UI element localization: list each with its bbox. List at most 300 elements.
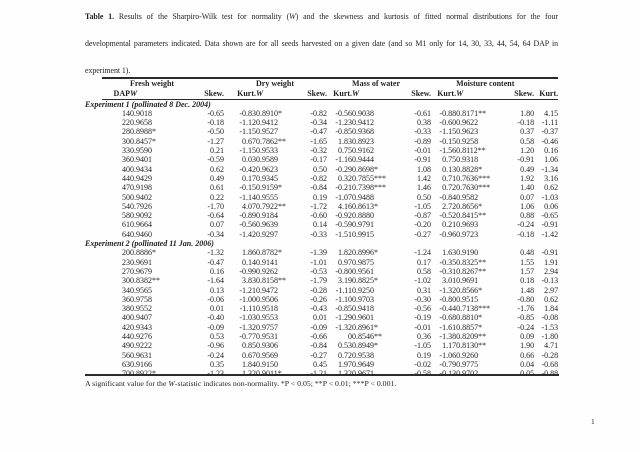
value-cell: -0.65 [207,108,224,118]
value-cell: 0.13 [442,164,457,174]
table-body [85,99,559,378]
value-cell: 0.9622 [456,118,479,128]
table-row [102,276,558,285]
value-cell: 1.84 [242,359,257,369]
value-cell: 0.9693 [456,220,479,230]
value-cell: 0.75 [442,155,457,165]
value-cell: 0.07 [210,220,224,230]
value-cell: 0.9875 [352,257,375,267]
value-cell: 0.9691 [130,257,152,267]
value-cell: -0.02 [414,359,432,369]
value-cell: 0.01 [313,313,328,323]
value-cell: -0.27 [414,229,432,239]
value-cell: 0.9757 [256,322,279,332]
value-cell: 0.14 [242,257,257,267]
column-header-row [102,89,558,100]
value-cell: 0.9429 [130,173,152,183]
value-cell: -0.18 [517,118,535,128]
dap-cell: 36 [122,155,130,165]
value-cell: -0.77 [239,332,257,342]
dap-cell: 40 [122,164,130,174]
value-cell: 0.61 [210,183,224,193]
section-title: Experiment 2 (pollinated 11 Jan. 2006) [85,239,214,249]
col-header-w-3: W [352,89,402,100]
value-cell: 0.58 [417,266,432,276]
value-cell: 0.9703 [352,294,375,304]
value-cell: 1.90 [520,341,535,351]
value-cell: 1.83 [338,136,353,146]
value-cell: 0.97 [338,257,353,267]
value-cell: -1.23 [335,118,353,128]
value-cell: -0.85 [335,127,353,137]
value-cell: -0.89 [414,136,432,146]
table-row [102,341,558,350]
value-cell: 0.67 [242,136,257,146]
value-cell: 0.8988* [130,127,156,137]
value-cell: -0.83 [239,108,257,118]
value-cell: 0.9623 [256,164,279,174]
value-cell: -1.39 [310,248,328,258]
value-cell: -0.65 [541,211,559,221]
table-row [102,248,558,257]
value-cell: -0.33 [414,127,432,137]
value-cell: 0.17 [417,257,432,267]
value-cell: 0.9723 [456,229,479,239]
value-cell: -0.50 [207,127,224,137]
value-cell: 1.97 [338,359,353,369]
value-cell: 1.17 [442,341,457,351]
table-row [102,202,558,211]
value-cell: 0.8880 [352,211,375,221]
value-cell: -1.14 [239,192,257,202]
value-cell: 0.8546** [352,332,383,342]
value-cell: -0.01 [414,322,432,332]
value-cell: -0.28 [541,350,559,360]
value-cell: -0.09 [310,322,328,332]
value-cell: 0.50 [417,192,432,202]
value-cell: 1.91 [544,257,559,267]
col-header-skew-1: Skew. [184,89,224,100]
value-cell: -0.31 [439,266,457,276]
table-row [102,127,558,136]
table-row [102,174,558,183]
dap-cell: 47 [122,183,130,193]
value-cell: 1.55 [520,257,535,267]
value-cell: 0.9190 [456,248,479,258]
table-row [102,323,558,332]
value-cell: -0.46 [541,136,559,146]
value-cell: 3.83 [242,276,257,286]
value-cell: 3.19 [338,276,353,286]
value-cell: 0.8810* [456,313,483,323]
value-cell: 1.84 [544,304,559,314]
value-cell: 0.9150 [256,359,279,369]
value-cell: 0.8996* [352,248,379,258]
value-cell: -1.65 [310,136,328,146]
value-cell: 0.9582 [456,192,479,202]
value-cell: -1.29 [335,313,353,323]
value-cell: 0.8886* [130,248,156,258]
value-cell: 0.71 [442,173,457,183]
group-header-moisture-content: Moisture content [456,79,515,88]
value-cell: 0.9775 [456,359,479,369]
value-cell: -0.27 [310,350,328,360]
value-cell: 0.9412 [352,118,375,128]
value-cell: 0.9434 [130,164,152,174]
table-row [102,267,558,276]
value-cell: 0.7398*** [352,183,387,193]
value-cell: 0.85 [242,341,257,351]
value-cell: 0.9444 [352,155,375,165]
value-cell: 0.7922** [256,201,287,211]
value-cell: 0.72 [338,350,353,360]
value-cell: 0.9565 [130,285,152,295]
value-cell: -0.21 [335,183,353,193]
value-cell: -0.88 [439,108,457,118]
value-cell: -1.38 [439,332,457,342]
value-cell: 0 [348,332,353,342]
value-cell: 0.9538 [352,350,375,360]
value-cell: 0.19 [313,192,328,202]
value-cell: -0.80 [439,294,457,304]
value-cell: 0.07 [520,192,535,202]
value-cell: 0.9658 [130,118,152,128]
col-header-w-2: W [256,89,300,100]
value-cell: 0.8949* [352,341,379,351]
value-cell: 1.48 [520,285,535,295]
value-cell: -0.40 [207,313,224,323]
value-cell: -0.34 [207,229,224,239]
value-cell: -0.85 [517,313,535,323]
table-row [102,193,558,202]
table-row [102,137,558,146]
table-row [102,146,558,155]
value-cell: 0.9569 [256,350,279,360]
value-cell: 0.21 [210,146,224,156]
value-cell: 0.50 [313,164,328,174]
value-cell: 0.62 [544,294,559,304]
value-cell: -1.70 [207,201,224,211]
value-cell: 1.06 [520,201,535,211]
value-cell: 0.16 [210,266,224,276]
value-cell: -0.99 [239,266,257,276]
table-row [102,351,558,360]
value-cell: 0.03 [242,155,257,165]
value-cell: 0.9527 [256,127,279,137]
value-cell: 0.9664 [130,220,152,230]
value-cell: -1.42 [541,229,559,239]
value-cell: 0.37 [520,127,535,137]
value-cell: 0.53 [338,341,353,351]
section-title-row [102,239,558,248]
value-cell: 0.9601 [352,313,375,323]
value-cell: 0.9198 [130,183,152,193]
value-cell: 0.9553 [256,313,279,323]
value-cell: 2.97 [544,285,559,295]
dap-cell: 42 [122,322,130,332]
dap-cell: 54 [122,201,130,211]
value-cell: 0.19 [417,350,432,360]
table-bottom-rule [85,374,559,376]
value-cell: 0.8698* [352,164,379,174]
value-cell: -0.96 [439,229,457,239]
table-row [102,183,558,192]
value-cell: 0.14 [313,220,328,230]
value-cell: -0.24 [517,220,535,230]
value-cell: 0.9258 [456,136,479,146]
value-cell: -1.34 [541,164,559,174]
value-cell: -1.51 [335,229,353,239]
value-cell: 0.8382** [130,276,160,286]
value-cell: 0.48 [520,248,535,258]
value-cell: 2.94 [544,266,559,276]
col-header-kurt-1: Kurt. [224,89,256,100]
value-cell: -0.60 [310,211,328,221]
dap-cell: 61 [122,220,130,230]
value-cell: 1.40 [520,183,535,193]
value-cell: 0.9460 [130,229,152,239]
value-cell: 0.9758 [130,294,152,304]
value-cell: 0.8828* [456,164,483,174]
value-cell: -0.37 [541,127,559,137]
table-row [102,211,558,220]
value-cell: 0.8130** [456,341,487,351]
value-cell: 0.8112** [456,146,486,156]
value-cell: 0.7138*** [456,304,491,314]
caption-line-1 [85,3,558,30]
value-cell: 0.9533 [256,146,279,156]
value-cell: 0.72 [442,183,457,193]
value-cell: 0.8825* [352,276,379,286]
value-cell: -0.44 [439,304,457,314]
value-cell: 0.9407 [130,313,152,323]
value-cell: 0.35 [210,359,224,369]
value-cell: -0.80 [335,266,353,276]
dap-cell: 36 [122,294,130,304]
value-cell: -0.84 [310,183,328,193]
value-cell: 0.9552 [130,304,152,314]
section-title: Experiment 1 (pollinated 8 Dec. 2004) [85,99,211,109]
value-cell: -0.15 [439,136,457,146]
col-header-kurt-3: Kurt. [431,89,456,100]
results-table [85,77,559,379]
value-cell: 0.9276 [130,332,152,342]
value-cell: -0.82 [310,173,328,183]
value-cell: -1.10 [335,294,353,304]
value-cell: -1.53 [541,322,559,332]
col-header-w-1: W [130,89,184,100]
value-cell: 0.01 [210,304,224,314]
value-cell: 0.9018 [130,108,152,118]
value-cell: -0.34 [310,118,328,128]
table-row [102,332,558,341]
value-cell: -0.66 [310,332,328,342]
dap-cell: 23 [122,257,130,267]
value-cell: -0.56 [414,304,432,314]
table-row [102,313,558,322]
value-cell: -0.56 [335,108,353,118]
value-cell: 0.9318 [456,155,479,165]
value-cell: -0.59 [207,155,224,165]
col-header-skew-2: Skew. [300,89,327,100]
value-cell: 0.9631 [130,350,152,360]
value-cell: -0.61 [414,108,432,118]
page-number: 1 [591,417,595,426]
value-cell: -1.72 [310,201,328,211]
value-cell: -1.00 [239,294,257,304]
value-cell: 1.63 [442,248,457,258]
value-cell: -1.12 [239,118,257,128]
dap-cell: 58 [122,211,130,221]
value-cell: 0.21 [442,220,457,230]
footnote-w-symbol: W [168,379,175,388]
value-cell: 0.9531 [256,332,279,342]
value-cell: 0.8613* [352,201,379,211]
table-row [102,360,558,369]
value-cell: 1.86 [242,248,257,258]
value-cell: -0.30 [414,294,432,304]
value-cell: -1.01 [310,257,328,267]
value-cell: -0.60 [439,118,457,128]
value-cell: 0.7926 [130,201,152,211]
dap-cell: 49 [122,341,130,351]
table-row [102,109,558,118]
value-cell: 0.8910* [256,108,283,118]
dap-cell: 63 [122,359,130,369]
value-cell: -1.15 [439,127,457,137]
value-cell: 4.15 [544,108,559,118]
value-cell: 0.8325** [456,257,487,267]
value-cell: 0.7630*** [456,183,491,193]
value-cell: 1.46 [417,183,432,193]
value-cell: -1.11 [239,304,257,314]
value-cell: -0.06 [207,294,224,304]
section-title-row [102,99,558,109]
value-cell: 0.32 [338,173,353,183]
value-cell: 0.8171** [456,108,487,118]
value-cell: -1.05 [414,201,432,211]
value-cell: -1.03 [541,192,559,202]
dap-cell: 44 [122,332,130,342]
value-cell: 0.8961* [352,322,379,332]
value-cell: 0.9639 [256,220,279,230]
value-cell: 1.08 [417,164,432,174]
value-cell: 0.8158** [256,276,287,286]
value-cell: -0.47 [310,127,328,137]
value-cell: -1.16 [335,155,353,165]
value-cell: 0.36 [417,332,432,342]
value-cell: -0.32 [310,146,328,156]
value-cell: -0.68 [439,313,457,323]
group-header-row [102,78,558,89]
value-cell: 0.45 [313,359,328,369]
value-cell: 0.53 [210,332,224,342]
value-cell: -0.82 [310,108,328,118]
value-cell: -1.07 [335,192,353,202]
value-cell: -1.15 [239,146,257,156]
value-cell: 0.88 [520,211,535,221]
caption-text: Results of the Sharpiro-Wilk test for normality ( [118,12,290,21]
group-header-dry-weight: Dry weight [256,79,295,88]
value-cell: 0.9555 [256,192,279,202]
value-cell: 1.92 [520,173,535,183]
value-cell: 0.9418 [352,304,375,314]
footnote-text: -statistic indicates non-normality. *P < 0.05; **P < 0.01; ***P < 0.001. [174,379,397,388]
table-row [102,220,558,229]
value-cell: 0.67 [242,350,257,360]
value-cell: 0.8566* [456,285,483,295]
value-cell: -1.05 [414,341,432,351]
value-cell: -1.02 [414,276,432,286]
value-cell: 0.58 [520,136,535,146]
value-cell: -0.89 [239,211,257,221]
value-cell: -0.96 [207,341,224,351]
value-cell: 0.7855*** [352,173,387,183]
value-cell: -0.29 [335,164,353,174]
dap-cell: 14 [122,108,130,118]
caption-line-3: experiment 1). [85,66,131,75]
dap-cell: 64 [122,229,130,239]
value-cell: 0.9488 [352,192,375,202]
value-cell: 0.8457* [130,136,156,146]
col-header-w-4: W [456,89,506,100]
value-cell: 0.13 [210,285,224,295]
value-cell: -1.32 [207,248,224,258]
value-cell: 0.22 [210,192,224,202]
value-cell: 0.9401 [130,155,152,165]
footnote-text: A significant value for the [85,379,169,388]
value-cell: 0.9141 [256,257,279,267]
value-cell: -0.17 [310,155,328,165]
group-header-mass-of-water: Mass of water [352,79,401,88]
value-cell: 0.49 [520,164,535,174]
value-cell: 0.49 [210,173,224,183]
value-cell: 0.8782* [256,248,283,258]
value-cell: -0.18 [207,118,224,128]
value-cell: 0.9297 [256,229,279,239]
value-cell: -1.61 [439,322,457,332]
value-cell: 0.8209** [456,332,487,342]
value-cell: 0.9166 [130,359,152,369]
value-cell: -0.24 [207,350,224,360]
value-cell: -0.19 [414,313,432,323]
value-cell: 0.9345 [256,173,279,183]
value-cell: -0.91 [414,155,432,165]
dap-cell: 34 [122,285,130,295]
value-cell: 0.17 [242,173,257,183]
value-cell: -1.80 [541,332,559,342]
value-cell: -1.27 [207,136,224,146]
table-row [102,304,558,313]
value-cell: 0.04 [520,359,535,369]
value-cell: -0.91 [517,155,535,165]
value-cell: -0.68 [541,359,559,369]
value-cell: 3.01 [442,276,457,286]
value-cell: -1.32 [239,322,257,332]
value-cell: 0.9590 [130,146,152,156]
table-footnote [85,378,565,389]
value-cell: 0.9343 [130,322,152,332]
value-cell: -1.56 [439,146,457,156]
col-header-dap: DAP [102,89,130,100]
value-cell: 0.31 [417,285,432,295]
value-cell: -0.59 [335,220,353,230]
value-cell: 0.9518 [256,304,279,314]
value-cell: -0.91 [541,248,559,258]
value-cell: -0.52 [439,211,457,221]
value-cell: -1.21 [239,285,257,295]
col-header-skew-4: Skew. [506,89,534,100]
